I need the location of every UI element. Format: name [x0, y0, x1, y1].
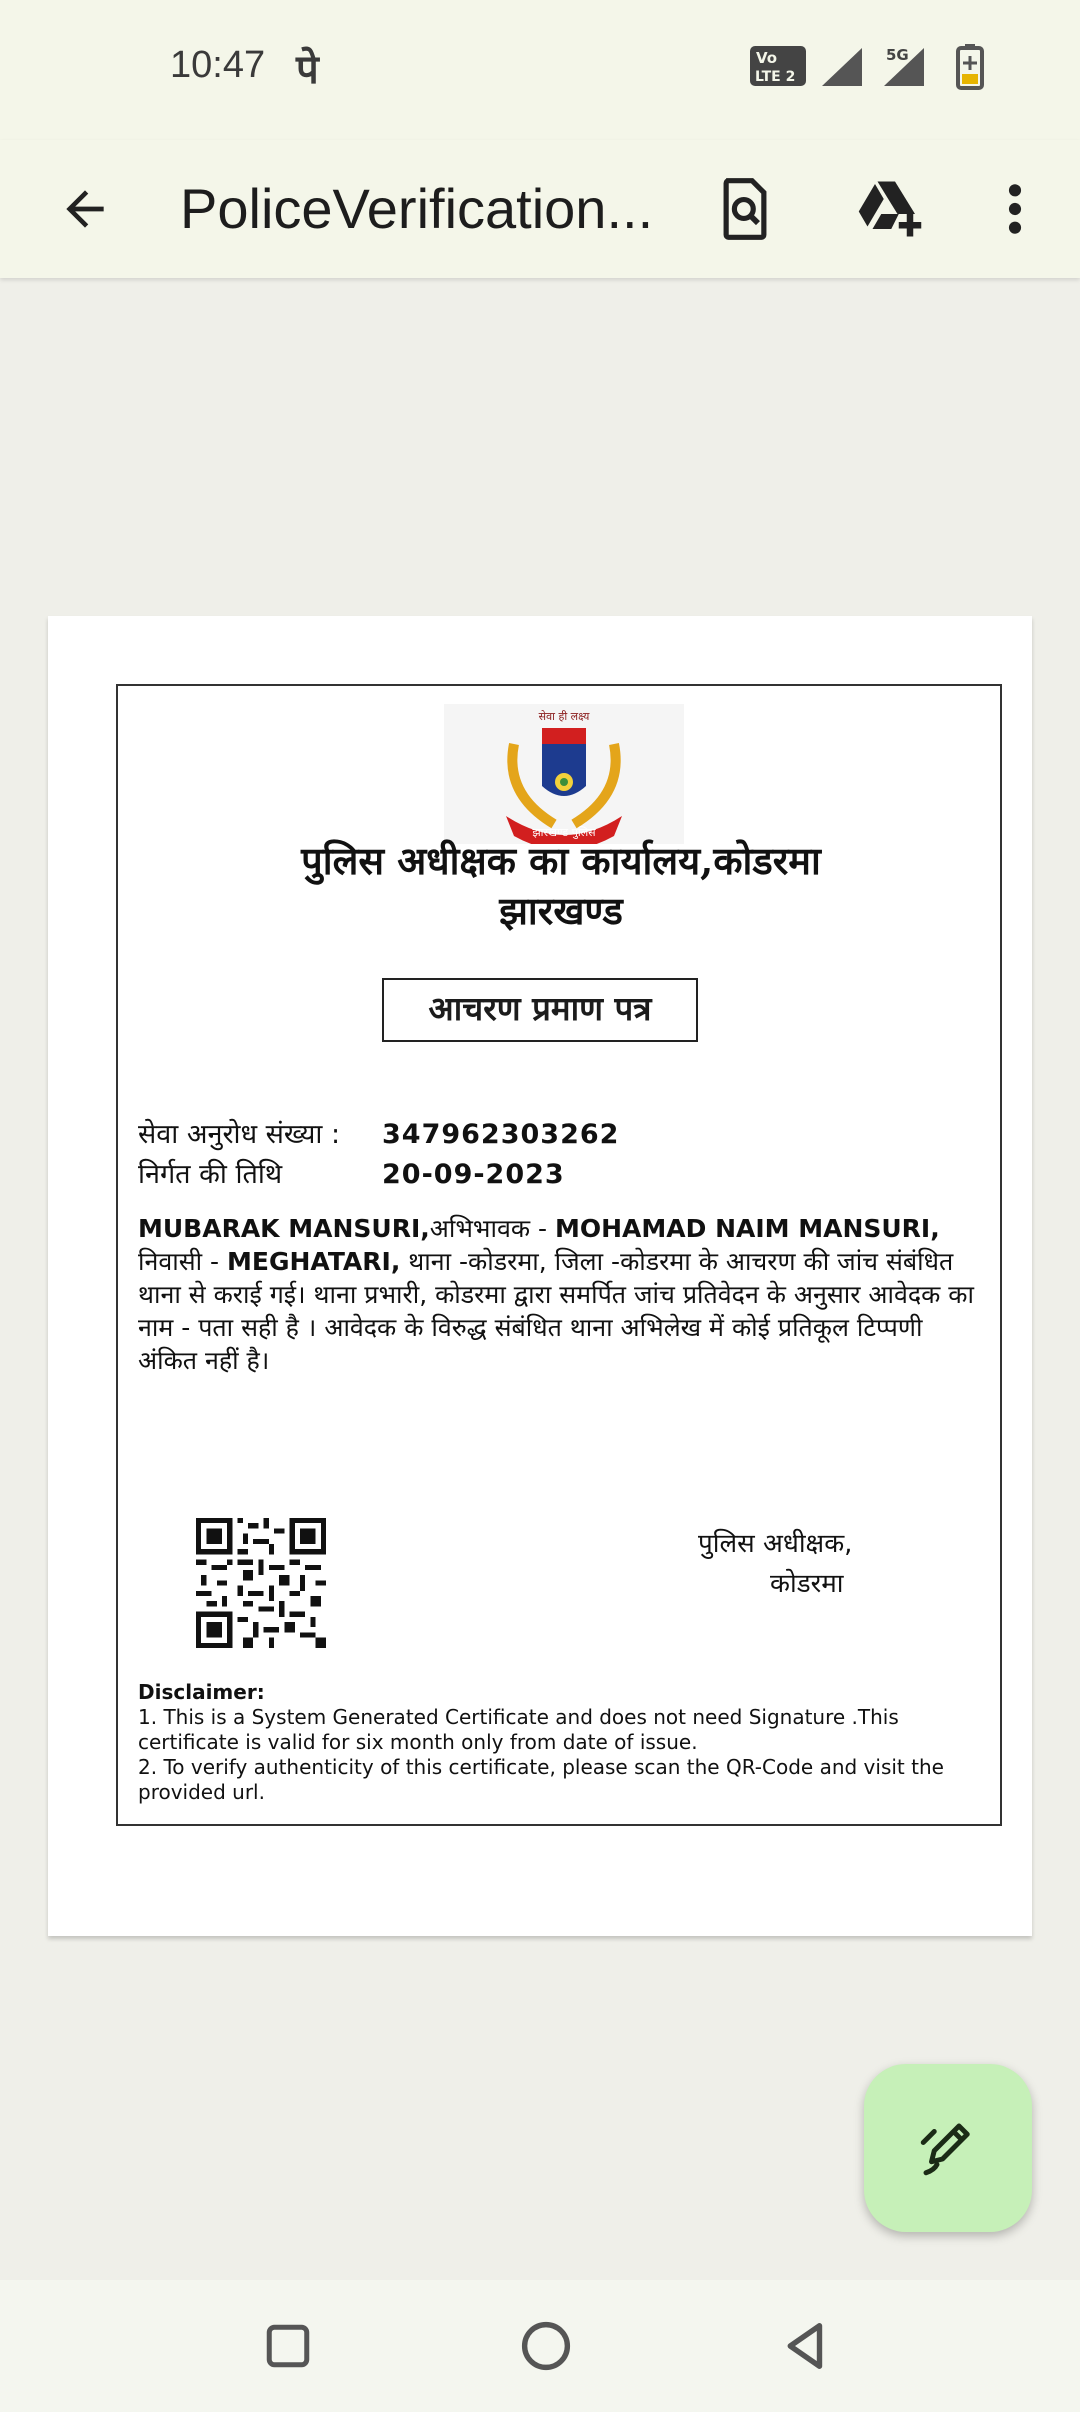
disclaimer [138, 1680, 978, 1805]
more-vert-icon [1005, 181, 1025, 237]
svg-text:5G: 5G [886, 46, 909, 64]
certificate-frame [116, 684, 1002, 1826]
signal-icon [822, 48, 862, 86]
issue-date-row [138, 1154, 565, 1191]
signatory [698, 1524, 918, 1604]
village-name: MEGHATARI, [227, 1247, 401, 1276]
request-number-row [138, 1114, 619, 1151]
certificate-body [138, 1212, 988, 1377]
svg-text:सेवा ही लक्ष्य: सेवा ही लक्ष्य [538, 710, 590, 723]
back-button[interactable] [40, 140, 130, 278]
battery-charging-icon [958, 44, 982, 88]
find-in-document-button[interactable] [700, 140, 790, 278]
edit-fab-button[interactable] [864, 2064, 1032, 2232]
guardian-name: MOHAMAD NAIM MANSURI, [554, 1214, 940, 1243]
more-options-button[interactable] [970, 140, 1060, 278]
disclaimer-item-2: 2. To verify authenticity of this certificate, please scan the QR-Code and visit the provided url. [138, 1755, 944, 1804]
issue-date-value: 20-09-2023 [382, 1159, 565, 1190]
add-to-drive-icon [855, 178, 925, 240]
find-in-document-icon [716, 176, 774, 242]
home-button[interactable] [486, 2280, 606, 2412]
status-time: 10:47 [170, 44, 266, 86]
status-bar [0, 0, 1080, 140]
request-number-label: सेवा अनुरोध संख्या : [138, 1119, 341, 1150]
qr-code [196, 1518, 326, 1648]
office-title-line2: झारखण्ड [499, 888, 623, 933]
back-arrow-icon [57, 181, 113, 237]
add-to-drive-button[interactable] [840, 140, 940, 278]
jharkhand-police-emblem-icon [444, 704, 684, 844]
home-circle-icon [519, 2319, 573, 2373]
request-number-value: 347962303262 [382, 1119, 620, 1150]
signal-5g-icon [884, 46, 924, 86]
applicant-name: MUBARAK MANSURI, [138, 1214, 430, 1243]
system-back-button[interactable] [746, 2280, 866, 2412]
svg-text:LTE 2: LTE 2 [755, 69, 796, 85]
disclaimer-heading: Disclaimer: [138, 1680, 265, 1704]
office-title-line1: पुलिस अधीक्षक का कार्यालय,कोडरमा [301, 838, 821, 883]
status-icons [750, 44, 1010, 92]
disclaimer-item-1: 1. This is a System Generated Certificate and does not need Signature .This certificate is valid for six month only from date of issue. [138, 1705, 899, 1754]
svg-text:Vo: Vo [756, 49, 778, 67]
document-title: PoliceVerification... [180, 177, 654, 240]
signatory-line2: कोडरमा [770, 1569, 844, 1599]
recents-button[interactable] [228, 2280, 348, 2412]
issue-date-label: निर्गत की तिथि [138, 1159, 283, 1190]
pdf-page[interactable] [48, 616, 1032, 1936]
resident-label: निवासी - [138, 1247, 228, 1276]
guardian-label: अभिभावक - [429, 1214, 555, 1243]
svg-text:झारखण्ड पुलिस: झारखण्ड पुलिस [532, 826, 596, 839]
top-app-bar [0, 140, 1080, 278]
back-triangle-icon [779, 2319, 833, 2373]
recents-square-icon [263, 2321, 313, 2371]
signatory-line1: पुलिस अधीक्षक, [698, 1529, 853, 1559]
edit-pen-icon [915, 2115, 981, 2181]
system-nav-bar [0, 2280, 1080, 2412]
volte-icon [750, 46, 806, 86]
certificate-title: आचरण प्रमाण पत्र [382, 978, 698, 1042]
phonepe-notification-icon: पे [296, 47, 319, 93]
body-text: थाना -कोडरमा, जिला -कोडरमा के आचरण की जांच संबंधित थाना से कराई गई। थाना प्रभारी, कोडरमा द्वारा समर्पित जांच प्रतिवेदन के अनुसार आवेदक का नाम - पता सही है । आवेदक के विरुद्ध संबंधित थाना अभिलेख में कोई प्रतिकूल टिप्पणी अंकित नहीं है। [138, 1247, 974, 1375]
